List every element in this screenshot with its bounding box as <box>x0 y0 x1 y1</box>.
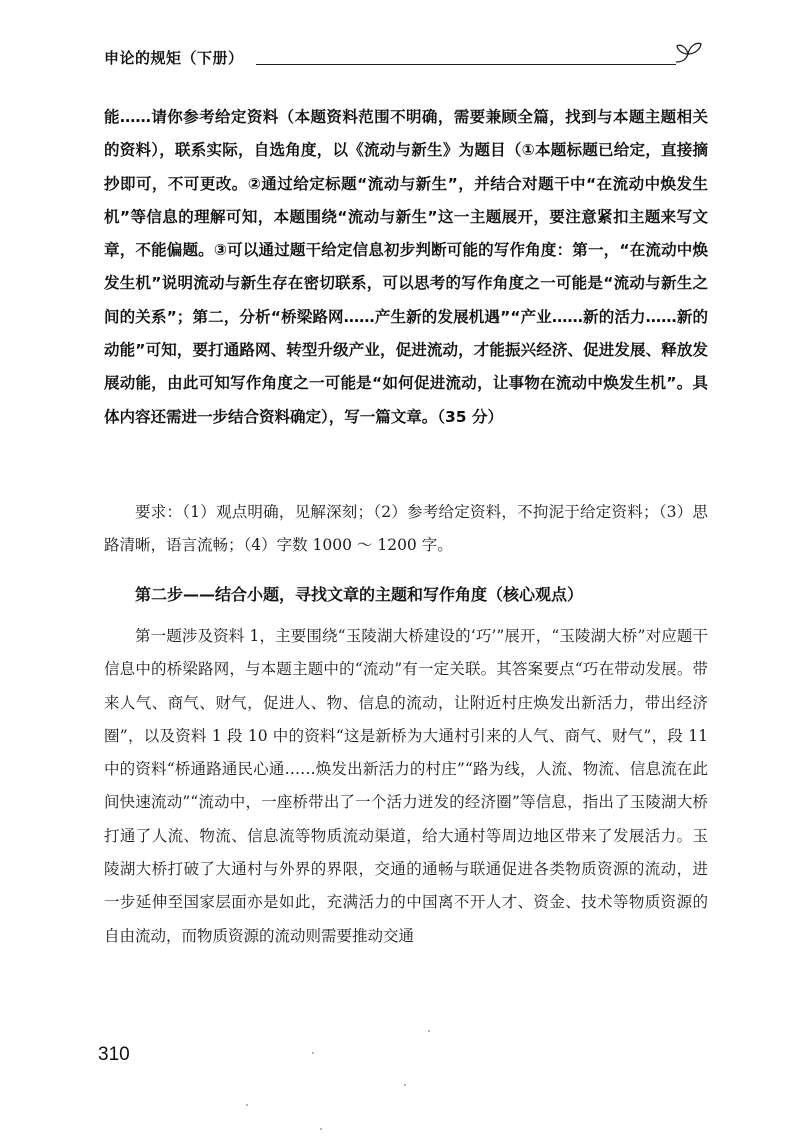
question-paragraph: 能……请你参考给定资料（本题资料范围不明确，需要兼顾全篇，找到与本题主题相关的资料），联系实际，自选角度，以《流动与新生》为题目（①本题标题已给定，直接摘抄即可，不可更改。②通过给定标题“流动与新生”，并结合对题干中“在流动中焕发生机”等信息的理解可知，本题围绕“流动与新生”这一主题展开，要注意紧扣主题来写文章，不能偏题。③可以通过题干给定信息初步判断可能的写作角度：第一，“在流动中焕发生机”说明流动与新生存在密切联系，可以思考的写作角度之一可能是“流动与新生之间的关系”；第二，分析“桥梁路网……产生新的发展机遇”“产业……新的活力……新的动能”可知，要打通路网、转型升级产业，促进流动，才能振兴经济、促进发展、释放发展动能，由此可知写作角度之一可能是“如何促进流动，让事物在流动中焕发生机”。具体内容还需进一步结合资料确定），写一篇文章。（35 分） <box>104 108 708 426</box>
analysis-paragraph: 第一题涉及资料 1，主要围绕“玉陵湖大桥建设的‘巧’”展开，“玉陵湖大桥”对应题干信息中的桥梁路网，与本题主题中的“流动”有一定关联。其答案要点“巧在带动发展。带来人气、商气、财气，促进人、物、信息的流动，让附近村庄焕发出新活力，带出经济圈”，以及资料 1 段 10 中的资料“这是新桥为大通村引来的人气、商气、财气”，段 11 中的资料“桥通路通民心通……焕发出新活力的村庄”“路为线，人流、物流、信息流在此间快速流动”“流动中，一座桥带出了一个活力迸发的经济圈”等信息，指出了玉陵湖大桥打通了人流、物流、信息流等物质流动渠道，给大通村等周边地区带来了发展活力。玉陵湖大桥打破了大通村与外界的界限，交通的通畅与联通促进各类物质资源的流动，进一步延伸至国家层面亦是如此，充满活力的中国离不开人才、资金、技术等物质资源的自由流动，而物质资源的流动则需要推动交通 <box>104 627 708 945</box>
scan-speck <box>404 1084 406 1086</box>
page-number: 310 <box>98 1044 130 1065</box>
scan-speck <box>320 1128 322 1130</box>
scan-speck <box>312 1052 314 1054</box>
header-rule <box>256 64 676 65</box>
running-header-title: 申论的规矩（下册） <box>104 49 244 67</box>
scan-speck <box>428 1030 430 1032</box>
sprout-icon <box>672 36 704 68</box>
requirements-paragraph: 要求：（1）观点明确，见解深刻；（2）参考给定资料，不拘泥于给定资料；（3）思路清晰，语言流畅；（4）字数 1000 ～ 1200 字。 <box>104 503 708 555</box>
step-two-heading: 第二步——结合小题，寻找文章的主题和写作角度（核心观点） <box>135 585 584 604</box>
scan-speck <box>246 1104 248 1106</box>
